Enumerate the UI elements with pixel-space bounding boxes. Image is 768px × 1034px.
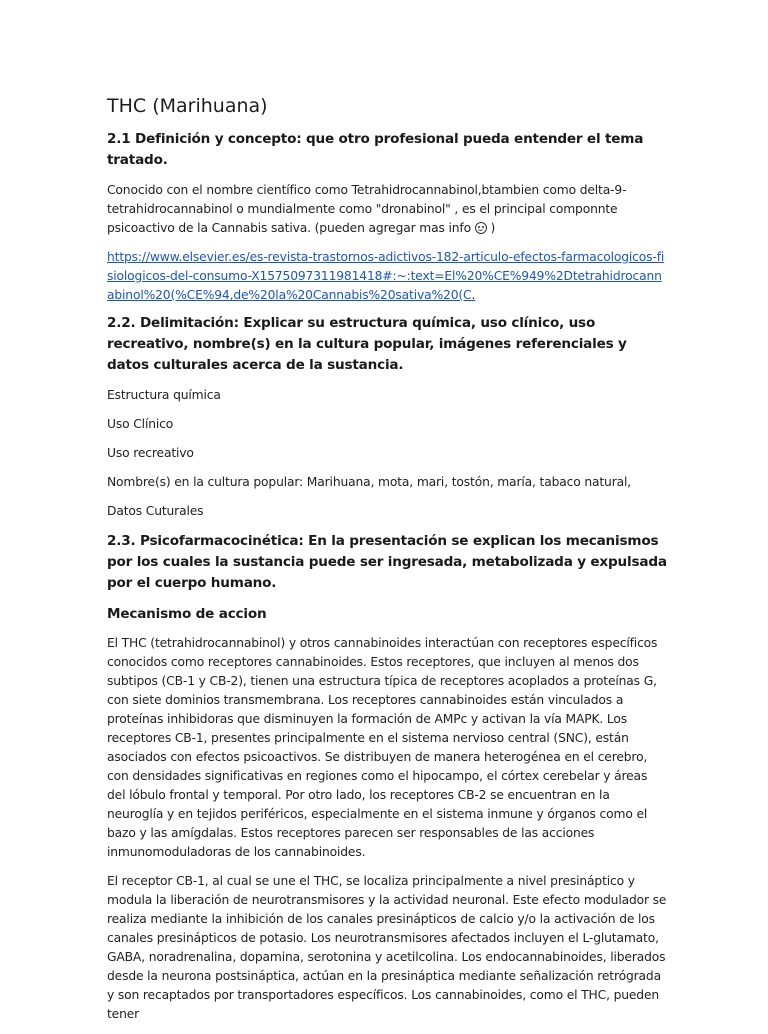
- list-item: Uso recreativo: [107, 446, 194, 460]
- section-heading-psicofarmacocinetica: 2.3. Psicofarmacocinética: En la presentación se explican los mecanismos por los cuales la sustancia puede ser ingresada, metabolizada y expulsada por el cuerpo humano.: [107, 533, 667, 591]
- document-title: THC (Marihuana): [107, 95, 268, 117]
- section-heading-delimitacion: 2.2. Delimitación: Explicar su estructura química, uso clínico, uso recreativo, nombre(s) en la cultura popular, imágenes referenciales y datos culturales acerca de la sustancia.: [107, 315, 627, 373]
- reference-link-period: .: [471, 288, 476, 302]
- body-paragraph: El receptor CB-1, al cual se une el THC, se localiza principalmente a nivel presináptico y modula la liberación de neurotransmisores y la actividad neuronal. Este efecto modulador se realiza mediante la inhibición de los canales presinápticos de calcio y/o la activación de los canales presinápticos de potasio. Los neurotransmisores afectados incluyen el L-glutamato, GABA, noradrenalina, dopamina, serotonina y acetilcolina. Los endocannabinoides, liberados desde la neurona postsináptica, actúan en la presináptica mediante señalización retrógrada y son recaptados por transportadores específicos. Los cannabinoides, como el THC, pueden tener: [107, 874, 667, 1021]
- list-item: Uso Clínico: [107, 417, 174, 431]
- list-item: Nombre(s) en la cultura popular: Marihuana, mota, mari, tostón, maría, tabaco natural,: [107, 475, 632, 489]
- smiley-face-icon: [475, 222, 487, 234]
- list-item: Datos Cuturales: [107, 504, 204, 518]
- body-paragraph: El THC (tetrahidrocannabinol) y otros cannabinoides interactúan con receptores específicos conocidos como receptores cannabinoides. Estos receptores, que incluyen al menos dos subtipos (CB-1 y CB-2), tienen una estructura típica de receptores acoplados a proteínas G, con siete dominios transmembrana. Los receptores cannabinoides están vinculados a proteínas inhibidoras que disminuyen la formación de AMPc y activan la vía MAPK. Los receptores CB-1, presentes principalmente en el sistema nervioso central (SNC), están asociados con efectos psicoactivos. Se distribuyen de manera heterogénea en el cerebro, con densidades significativas en regiones como el hipocampo, el córtex cerebelar y áreas del lóbulo frontal y temporal. Por otro lado, los receptores CB-2 se encuentran en la neuroglía y en tejidos periféricos, especialmente en el sistema inmune y órganos como el bazo y las amígdalas. Estos receptores parecen ser responsables de las acciones inmunomoduladoras de los cannabinoides.: [107, 636, 658, 859]
- reference-link[interactable]: https://www.elsevier.es/es-revista-trastornos-adictivos-182-articulo-efectos-farmacologicos-fisiologicos-del-consumo-X1575097311981418#:~:text=El%20%CE%949%2Dtetrahidrocannabinol%20(%CE%94,de%20la%20Cannabis%20sativa%20(C: [107, 250, 665, 302]
- document-page: [107, 94, 667, 1034]
- list-item: Estructura química: [107, 388, 221, 402]
- definition-paragraph: [107, 181, 667, 238]
- reference-link-paragraph: [107, 248, 667, 305]
- section-heading-definicion: 2.1 Definición y concepto: que otro profesional pueda entender el tema tratado.: [107, 131, 644, 168]
- definition-text: Conocido con el nombre científico como Tetrahidrocannabinol,btambien como delta-9-tetrahidrocannabinol o mundialmente como "dronabinol" , es el principal componnte psicoactivo de la Cannabis sativa. (pueden agregar mas info: [107, 183, 627, 235]
- subheading-mecanismo: Mecanismo de accion: [107, 606, 267, 622]
- definition-text-end: ): [486, 221, 496, 235]
